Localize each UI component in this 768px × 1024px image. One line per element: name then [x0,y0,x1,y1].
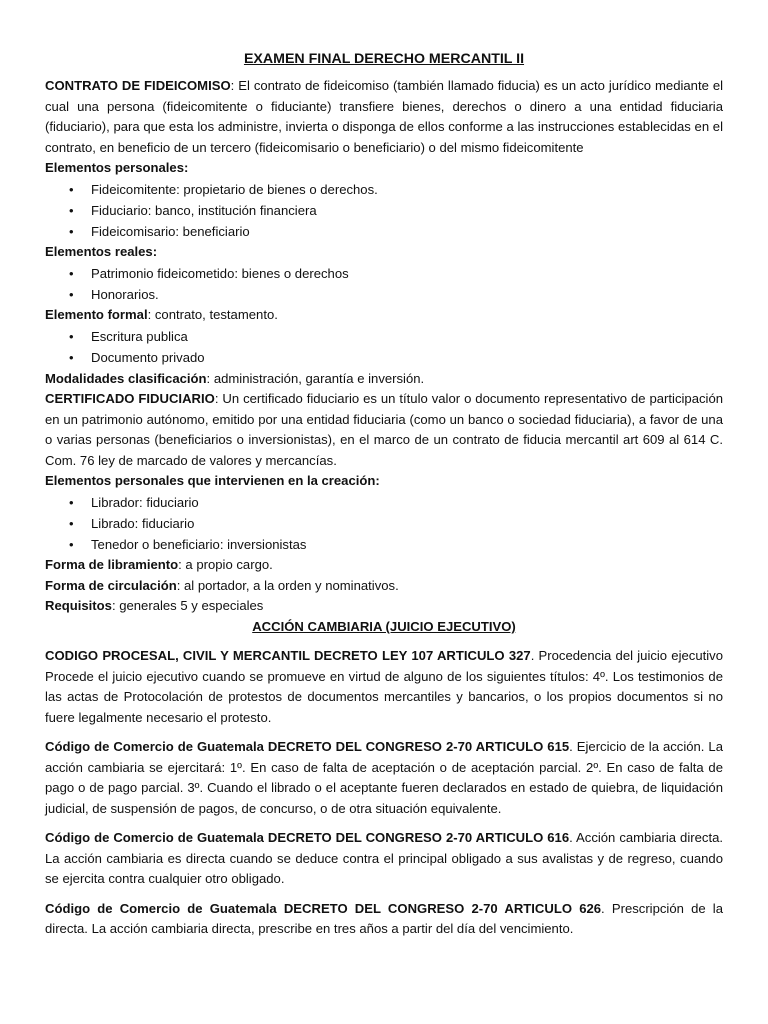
article-text: . Prescripción de la directa. La acción cambiaria directa, prescribe en tres años a partir del día del vencimiento. [45,900,723,937]
list-item: • Patrimonio fideicometido: bienes o derechos [91,263,723,284]
article-616-paragraph [45,828,723,890]
modalidades-text: : administración, garantía e inversión. [206,370,425,386]
article-ref: Código de Comercio de Guatemala DECRETO DEL CONGRESO 2-70 ARTICULO 616 [45,830,570,846]
certificado-term: CERTIFICADO FIDUCIARIO [45,391,215,407]
elemento-formal-term: Elemento formal [45,307,148,323]
fideicomiso-paragraph [45,76,723,158]
document-title: EXAMEN FINAL DERECHO MERCANTIL II [243,51,525,67]
article-ref: Código de Comercio de Guatemala DECRETO DEL CONGRESO 2-70 ARTICULO 615 [45,739,570,755]
fideicomiso-definition: : El contrato de fideicomiso (también llamado fiducia) es un acto jurídico mediante el cual una persona (fideicomitente o fiduciante) transfiere bienes, derechos o dinero a una entidad fiduciaria (fiduciario), para que esta los administre, invierta o disponga de ellos conforme a las instrucciones establecidas en el contrato, en beneficio de un tercero (fideicomisario o beneficiario) o del mismo fideicomitente [45,78,724,155]
libramiento-text: : a propio cargo. [178,557,273,573]
requisitos-line [45,596,723,617]
elementos-personales-heading-text: Elementos personales: [45,160,189,175]
list-item: • Fideicomitente: propietario de bienes o derechos. [91,179,723,200]
libramiento-line [45,555,723,576]
circulacion-text: : al portador, a la orden y nominativos. [176,577,399,593]
list-item: • Fiduciario: banco, institución financiera [91,200,723,221]
elementos-personales-list [45,179,723,243]
elementos-creacion-heading [45,471,723,492]
elementos-reales-heading [45,242,723,263]
elementos-personales-heading [45,158,723,179]
elementos-reales-heading-text: Elementos reales: [45,244,158,260]
article-text: . Procedencia del juicio ejecutivo Procede el juicio ejecutivo cuando se promueve en virtud de alguno de los siguientes títulos: 4º. Los testimonios de las actas de Protocolación de protestos de documentos mercantiles y bancarios, o los propios documentos si no fuere legalmente necesario el protesto. [45,648,723,725]
certificado-paragraph [45,389,723,471]
modalidades-term: Modalidades clasificación [45,370,207,386]
list-item: • Fideicomisario: beneficiario [91,221,723,242]
circulacion-term: Forma de circulación [45,577,177,593]
list-item: • Librador: fiduciario [91,492,723,513]
modalidades-line [45,369,723,390]
article-ref: CODIGO PROCESAL, CIVIL Y MERCANTIL DECRETO LEY 107 ARTICULO 327 [45,648,531,664]
requisitos-term: Requisitos [45,598,112,614]
list-item: • Honorarios. [91,284,723,305]
article-626-paragraph [45,899,723,940]
article-615-paragraph [45,737,723,819]
list-item: • Tenedor o beneficiario: inversionistas [91,534,723,555]
libramiento-term: Forma de libramiento [45,557,179,573]
certificado-definition: : Un certificado fiduciario es un título valor o documento representativo de participación en un patrimonio autónomo, emitido por una entidad fiduciaria (como un banco o sociedad fiduciaria), a favor de una o varias personas (beneficiarios o inversionistas), en el marco de un contrato de fiducia mercantil art 609 al 614 C. Com. 76 ley de marcado de valores y mercancías. [45,391,724,468]
accion-cambiaria-heading: ACCIÓN CAMBIARIA (JUICIO EJECUTIVO) [252,618,516,634]
elemento-formal-list [45,326,723,369]
elementos-reales-list [45,263,723,306]
elementos-creacion-list [45,492,723,556]
list-item: • Librado: fiduciario [91,513,723,534]
requisitos-text: : generales 5 y especiales [111,598,264,614]
article-327-paragraph [45,646,723,728]
circulacion-line [45,576,723,597]
list-item: • Escritura publica [91,326,723,347]
fideicomiso-term: CONTRATO DE FIDEICOMISO [45,78,231,93]
article-text: . Acción cambiaria directa. La acción cambiaria es directa cuando se deduce contra el principal obligado a sus avalistas y de regreso, cuando se ejercita contra cualquier otro obligado. [45,830,723,887]
elemento-formal-line [45,305,723,326]
elemento-formal-text: : contrato, testamento. [147,307,278,323]
article-text: . Ejercicio de la acción. La acción cambiaria se ejercitará: 1º. En caso de falta de aceptación o de aceptación parcial. 2º. En caso de falta de pago o de pago parcial. 3º. Cuando el librado o el aceptante fueren declarados en estado de quiebra, de liquidación judicial, de suspensión de pagos, de concurso, o de otra situación equivalente. [45,739,723,816]
elementos-creacion-heading-text: Elementos personales que intervienen en la creación: [45,473,380,489]
article-ref: Código de Comercio de Guatemala DECRETO DEL CONGRESO 2-70 ARTICULO 626 [45,900,602,916]
list-item: • Documento privado [91,347,723,368]
